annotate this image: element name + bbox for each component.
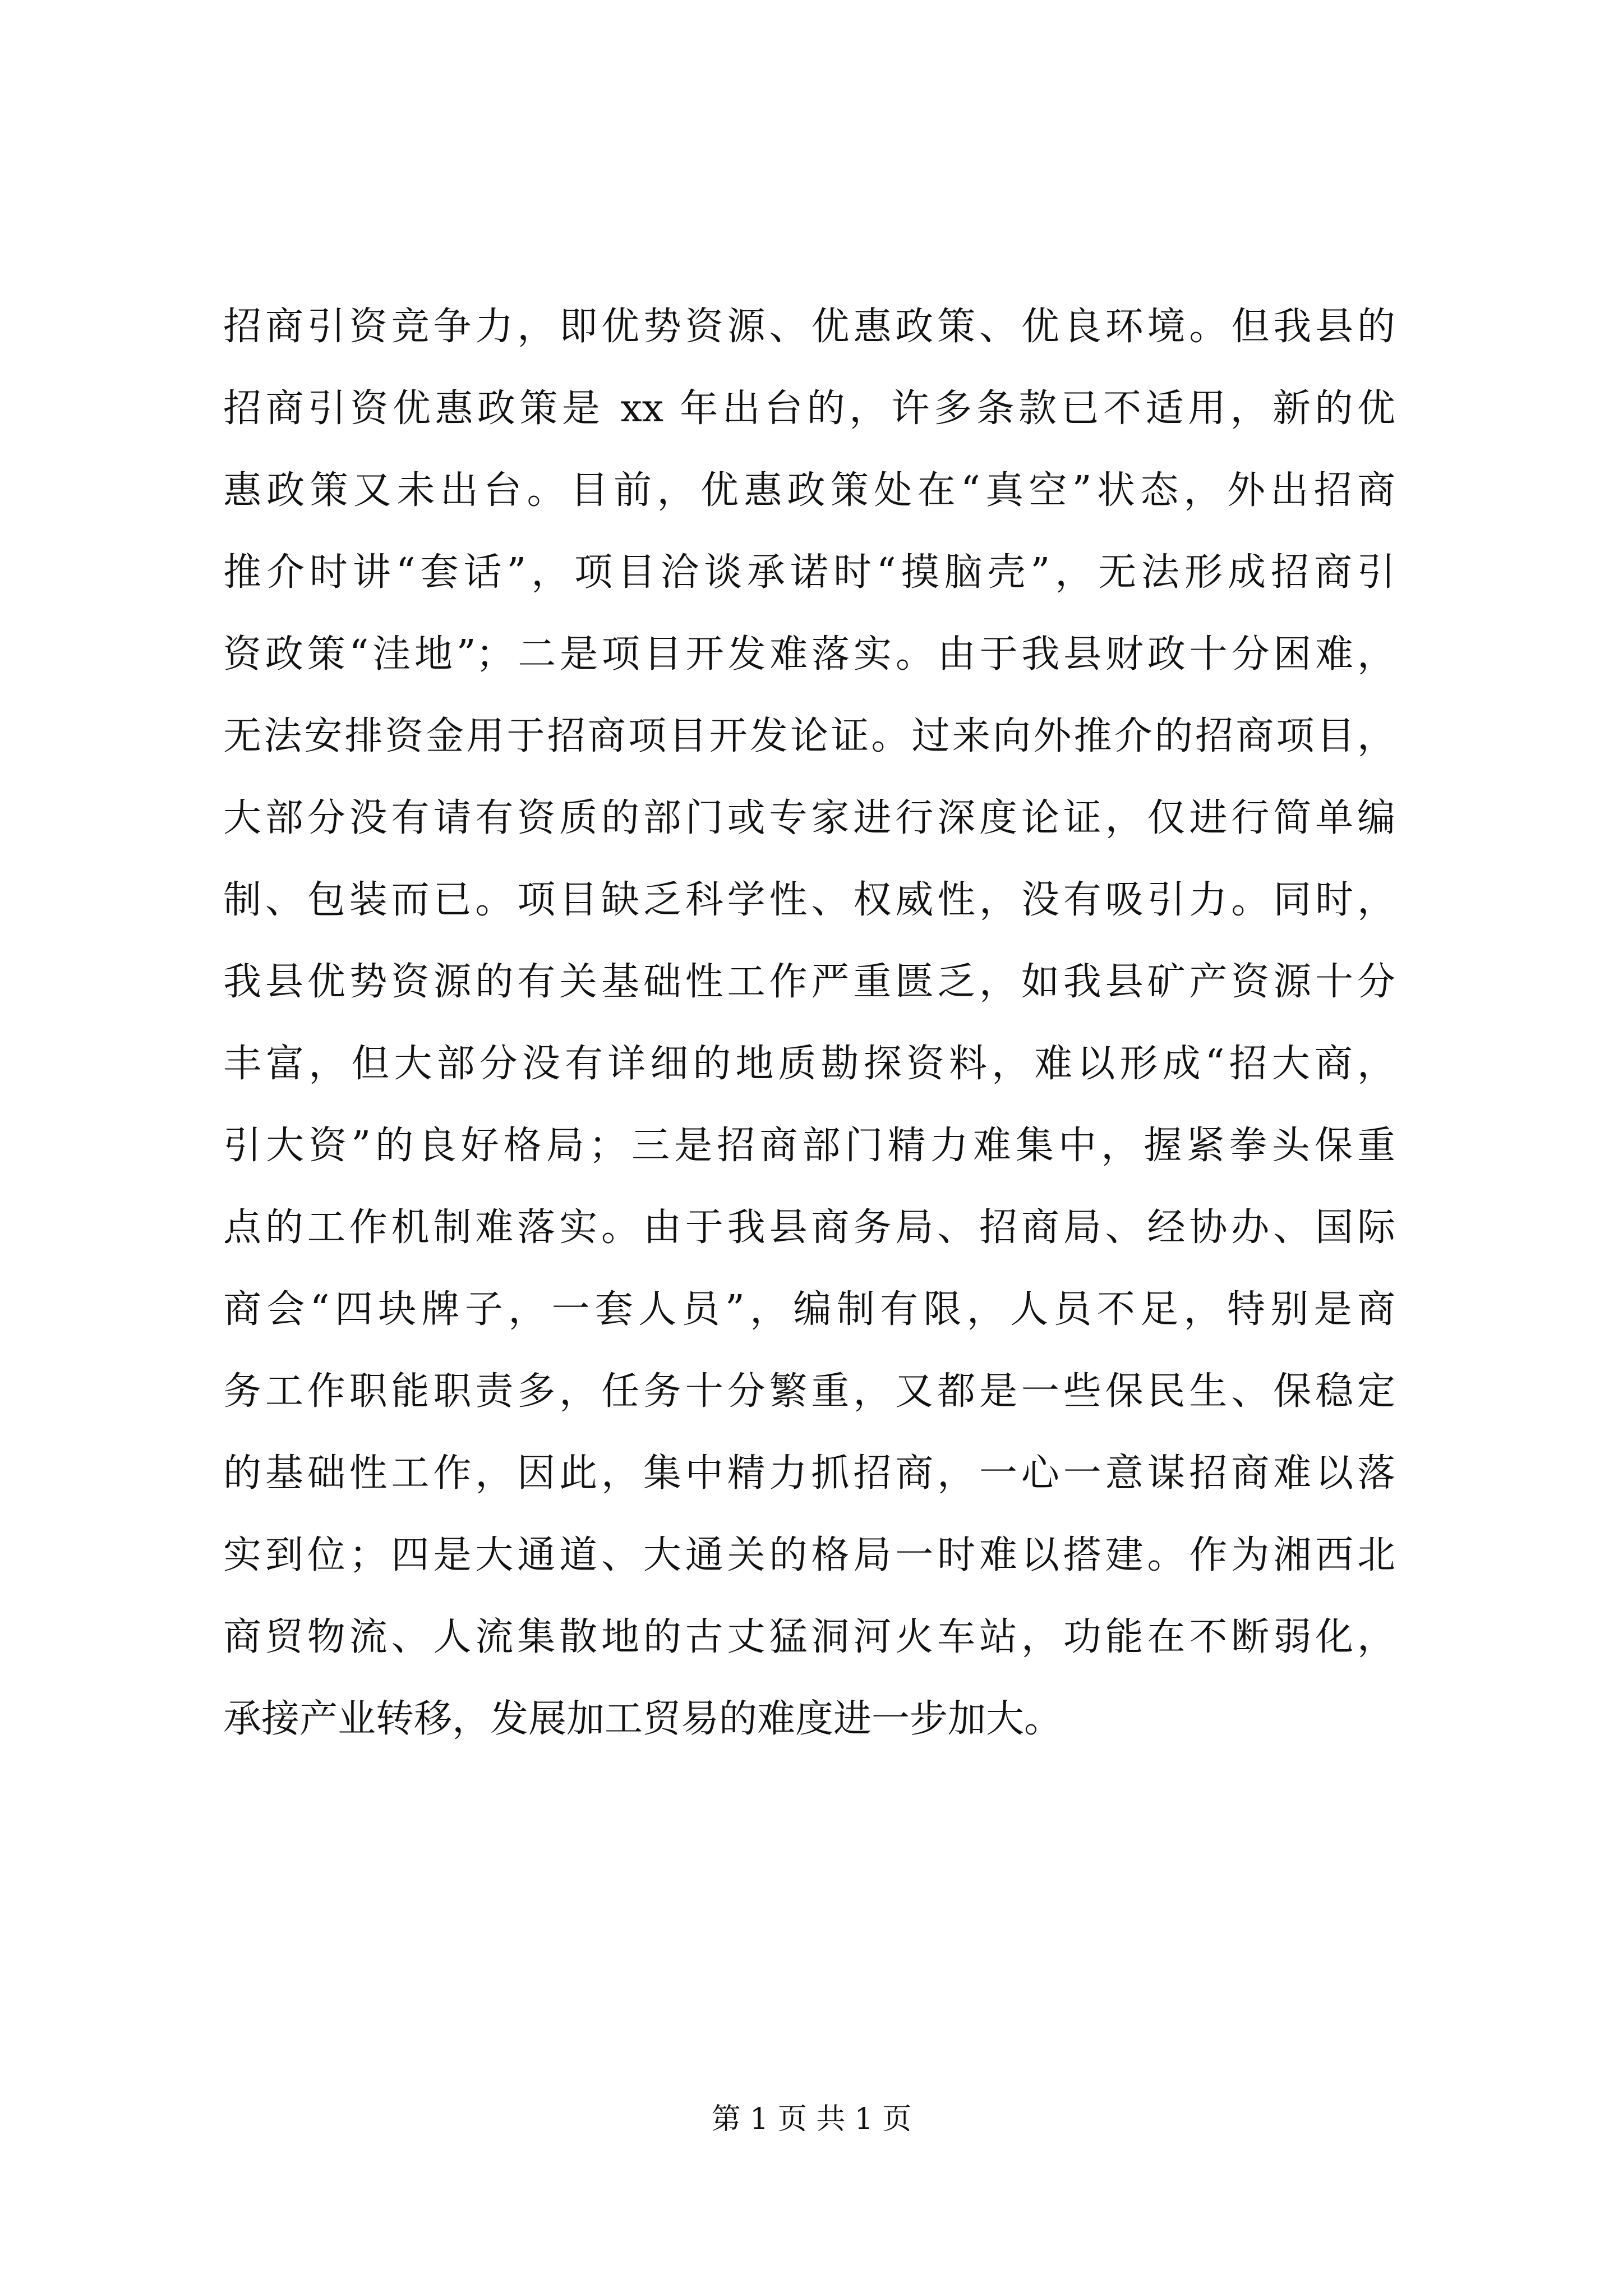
text-line-8: 制、包装而已。项目缺乏科学性、权威性，没有吸引力。同时， [223,878,1395,922]
text-line-16: 实到位；四是大通道、大通关的格局一时难以搭建。作为湘西北 [223,1533,1395,1577]
text-line-13: 商会“四块牌子，一套人员”，编制有限，人员不足，特别是商 [223,1287,1395,1332]
text-line-9: 我县优势资源的有关基础性工作严重匮乏，如我县矿产资源十分 [223,960,1395,1004]
text-line-18: 承接产业转移，发展加工贸易的难度进一步加大。 [223,1697,1063,1741]
text-line-12: 点的工作机制难落实。由于我县商务局、招商局、经协办、国际 [223,1205,1395,1250]
text-line-5: 资政策“洼地”；二是项目开发难落实。由于我县财政十分困难， [223,632,1395,677]
text-line-4: 推介时讲“套话”，项目洽谈承诺时“摸脑壳”，无法形成招商引 [223,550,1395,595]
body-paragraph [223,286,1395,1760]
text-line-2: 招商引资优惠政策是 xx 年出台的，许多条款已不适用，新的优 [223,386,1395,431]
text-line-11: 引大资”的良好格局；三是招商部门精力难集中，握紧拳头保重 [223,1124,1395,1168]
text-line-3: 惠政策又未出台。目前，优惠政策处在“真空”状态，外出招商 [223,468,1395,513]
page-number-footer: 第 1 页 共 1 页 [711,2102,912,2136]
text-line-15: 的基础性工作，因此，集中精力抓招商，一心一意谋招商难以落 [223,1451,1395,1496]
text-line-7: 大部分没有请有资质的部门或专家进行深度论证，仅进行简单编 [223,796,1395,840]
text-line-10: 丰富，但大部分没有详细的地质勘探资料，难以形成“招大商， [223,1042,1395,1086]
text-line-1: 招商引资竞争力，即优势资源、优惠政策、优良环境。但我县的 [223,305,1395,349]
text-line-14: 务工作职能职责多，任务十分繁重，又都是一些保民生、保稳定 [223,1369,1395,1414]
text-line-17: 商贸物流、人流集散地的古丈猛洞河火车站，功能在不断弱化， [223,1615,1395,1659]
text-line-6: 无法安排资金用于招商项目开发论证。过来向外推介的招商项目， [223,714,1395,758]
